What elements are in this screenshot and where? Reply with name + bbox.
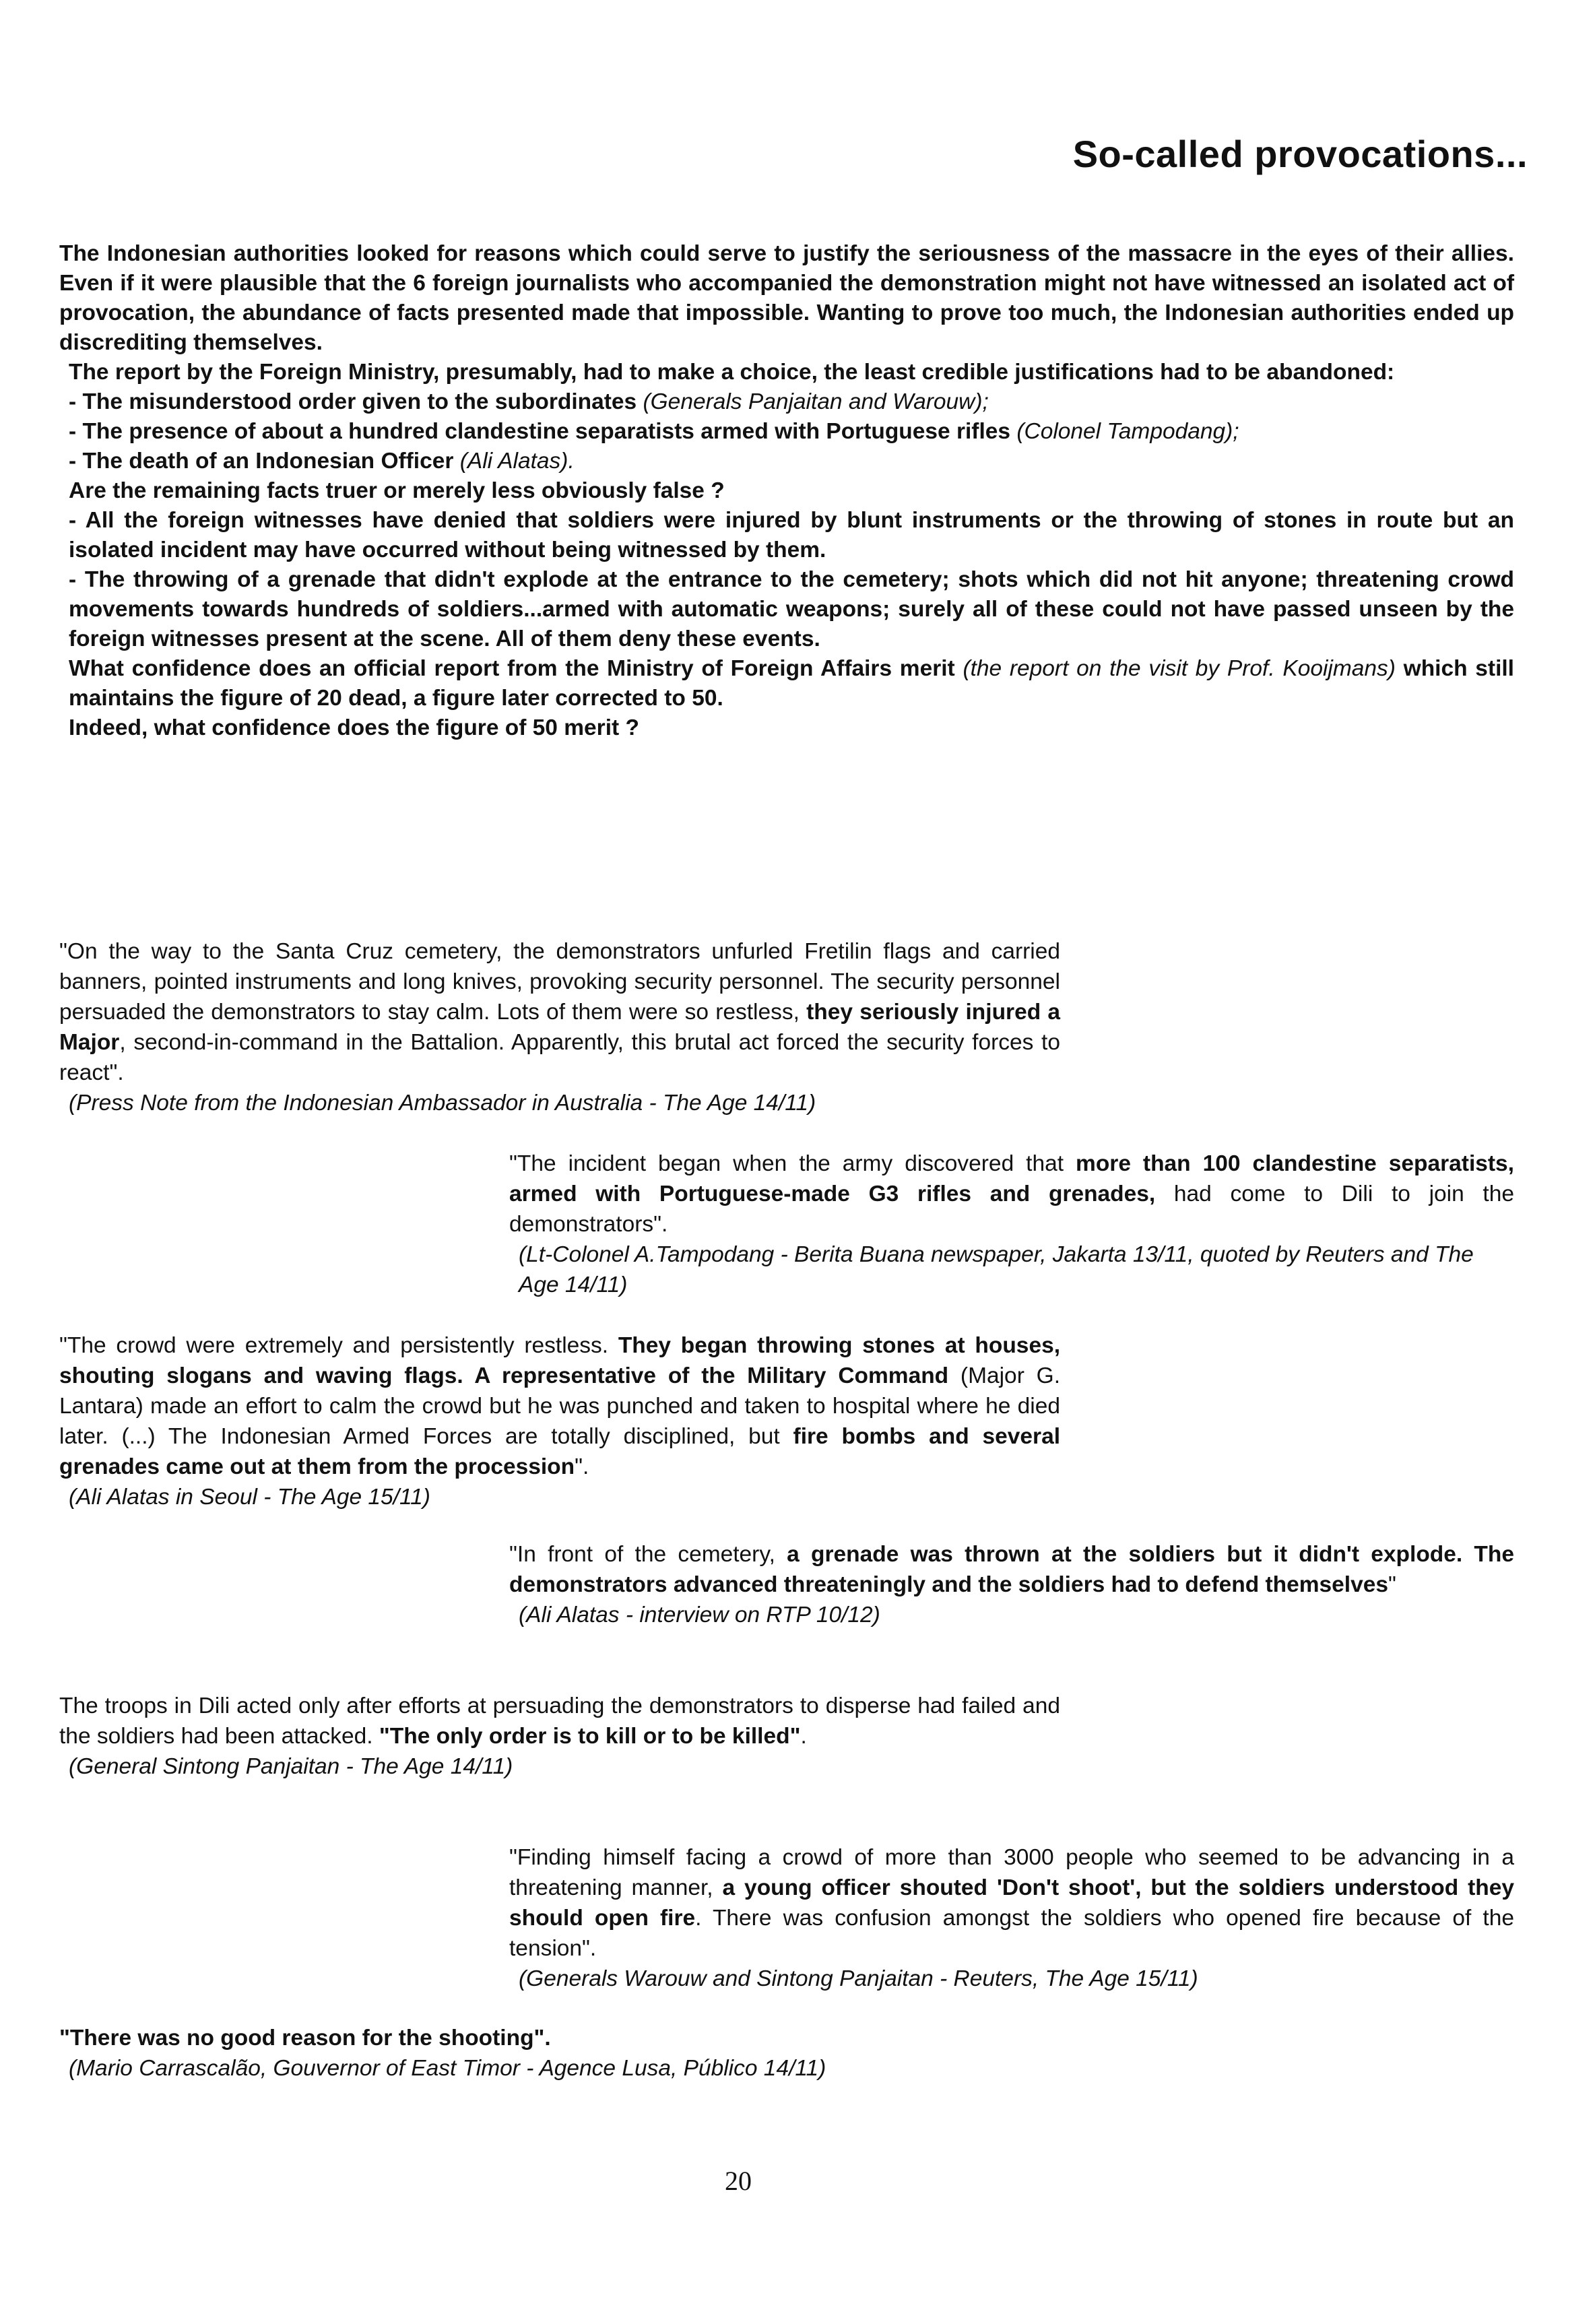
quote-block [59, 1330, 1060, 1512]
intro-question: Are the remaining facts truer or merely less obviously false ? [69, 478, 725, 503]
quote-text-plain: "In front of the cemetery, [509, 1542, 787, 1567]
quote-text-plain: "The incident began when the army discovered that [509, 1151, 1076, 1176]
quote-text-plain: , second-in-command in the Battalion. Apparently, this brutal act forced the security forces to react". [59, 1030, 1060, 1085]
quote-text [59, 1330, 1060, 1482]
quote-source: (Mario Carrascalão, Gouvernor of East Timor - Agence Lusa, Público 14/11) [69, 2056, 826, 2081]
quote-text-bold: fire bombs and several grenades came out at them from the procession [59, 1424, 1061, 1479]
quote-block [59, 1691, 1060, 1782]
page-number: 20 [725, 2166, 752, 2196]
abandoned-item-text: - The presence of about a hundred clandestine separatists armed with Portuguese rifles [69, 419, 1017, 444]
quote-text [509, 1149, 1514, 1239]
quote-text [59, 2023, 1060, 2053]
quote-source: (Press Note from the Indonesian Ambassador in Australia - The Age 14/11) [69, 1091, 816, 1116]
quote-text-plain: ". [575, 1454, 589, 1479]
intro-paragraph: - The throwing of a grenade that didn't explode at the entrance to the cemetery; shots which did not hit anyone; threatening crowd movements towards hundreds of soldiers...armed with automatic weapons; surely all of these could not have passed unseen by the foreign witnesses present at the scene. All of them deny these events. [69, 567, 1514, 651]
quote-text-bold: they seriously injured a Major [59, 1000, 1060, 1055]
abandoned-item-text: - The death of an Indonesian Officer [69, 449, 460, 474]
quote-text-plain: " [1388, 1572, 1396, 1597]
intro-citation: (the report on the visit by Prof. Kooijmans) [963, 656, 1396, 681]
page-title: So-called provocations... [1072, 133, 1528, 175]
quote-source: (Lt-Colonel A.Tampodang - Berita Buana newspaper, Jakarta 13/11, quoted by Reuters and The Age 14/11) [519, 1242, 1474, 1297]
quote-text-plain: had come to Dili to join the demonstrators". [509, 1182, 1514, 1237]
abandoned-item [59, 447, 1514, 476]
quote-source: (Ali Alatas - interview on RTP 10/12) [519, 1603, 880, 1627]
quote-text [59, 1691, 1060, 1751]
quote-text [509, 1539, 1514, 1600]
intro-paragraph [59, 654, 1514, 713]
quote-text-bold: "The only order is to kill or to be killed" [379, 1724, 801, 1749]
intro-paragraph: - All the foreign witnesses have denied that soldiers were injured by blunt instruments or the throwing of stones in route but an isolated incident may have occurred without being witnessed by them. [69, 508, 1514, 562]
abandoned-item [59, 417, 1514, 447]
abandoned-item [59, 387, 1514, 417]
intro-section [59, 239, 1514, 743]
quote-text-plain: "The crowd were extremely and persistently restless. [59, 1333, 618, 1358]
quote-text-bold: "There was no good reason for the shooting". [59, 2026, 551, 2051]
quote-source: (Ali Alatas in Seoul - The Age 15/11) [69, 1485, 430, 1510]
intro-text: which still maintains the figure of 20 dead, a figure later corrected to 50. [69, 656, 1514, 711]
abandoned-item-source: (Generals Panjaitan and Warouw); [643, 389, 989, 414]
abandoned-item-text: - The misunderstood order given to the subordinates [69, 389, 643, 414]
intro-paragraph: The Indonesian authorities looked for reasons which could serve to justify the seriousness of the massacre in the eyes of their allies. Even if it were plausible that the 6 foreign journalists who accompanied the demonstration might not have witnessed an isolated act of provocation, the abundance of facts presented made that impossible. Wanting to prove too much, the Indonesian authorities ended up discrediting themselves. [59, 241, 1514, 355]
quote-block [509, 1539, 1514, 1630]
quote-text-plain: "On the way to the Santa Cruz cemetery, the demonstrators unfurled Fretilin flags and carried banners, pointed instruments and long knives, provoking security personnel. The security personnel persuaded the demonstrators to stay calm. Lots of them were so restless, [59, 939, 1060, 1025]
quote-text-plain: The troops in Dili acted only after efforts at persuading the demonstrators to disperse had failed and the soldiers had been attacked. [59, 1693, 1060, 1749]
quote-block [59, 2023, 1060, 2084]
quote-text-plain: . [800, 1724, 807, 1749]
quote-text [509, 1842, 1514, 1964]
quote-text-plain: . There was confusion amongst the soldiers who opened fire because of the tension". [509, 1906, 1514, 1961]
quote-text-bold: They began throwing stones at houses, shouting slogans and waving flags. A representative of the Military Command [59, 1333, 1061, 1388]
quote-text-plain: "Finding himself facing a crowd of more than 3000 people who seemed to be advancing in a threatening manner, [509, 1845, 1514, 1900]
quote-block [509, 1842, 1514, 1994]
intro-text: What confidence does an official report from the Ministry of Foreign Affairs merit [69, 656, 963, 681]
quote-text [59, 936, 1060, 1088]
quote-block [59, 936, 1060, 1118]
quote-text-bold: a young officer shouted 'Don't shoot', but the soldiers understood they should open fire [509, 1875, 1514, 1931]
quote-block [509, 1149, 1514, 1300]
quote-text-bold: more than 100 clandestine separatists, armed with Portuguese-made G3 rifles and grenades, [509, 1151, 1514, 1206]
abandoned-item-source: (Ali Alatas). [459, 449, 575, 474]
abandoned-item-source: (Colonel Tampodang); [1016, 419, 1239, 444]
quote-source: (General Sintong Panjaitan - The Age 14/11) [69, 1754, 513, 1779]
quote-text-bold: a grenade was thrown at the soldiers but it didn't explode. The demonstrators advanced threateningly and the soldiers had to defend themselves [509, 1542, 1514, 1597]
intro-question: Indeed, what confidence does the figure of 50 merit ? [69, 715, 639, 740]
quote-text-plain: (Major G. Lantara) made an effort to calm the crowd but he was punched and taken to hospital where he died later. (...) The Indonesian Armed Forces are totally disciplined, but [59, 1363, 1060, 1449]
quote-source: (Generals Warouw and Sintong Panjaitan - Reuters, The Age 15/11) [519, 1966, 1198, 1991]
intro-paragraph: The report by the Foreign Ministry, presumably, had to make a choice, the least credible justifications had to be abandoned: [69, 360, 1395, 385]
